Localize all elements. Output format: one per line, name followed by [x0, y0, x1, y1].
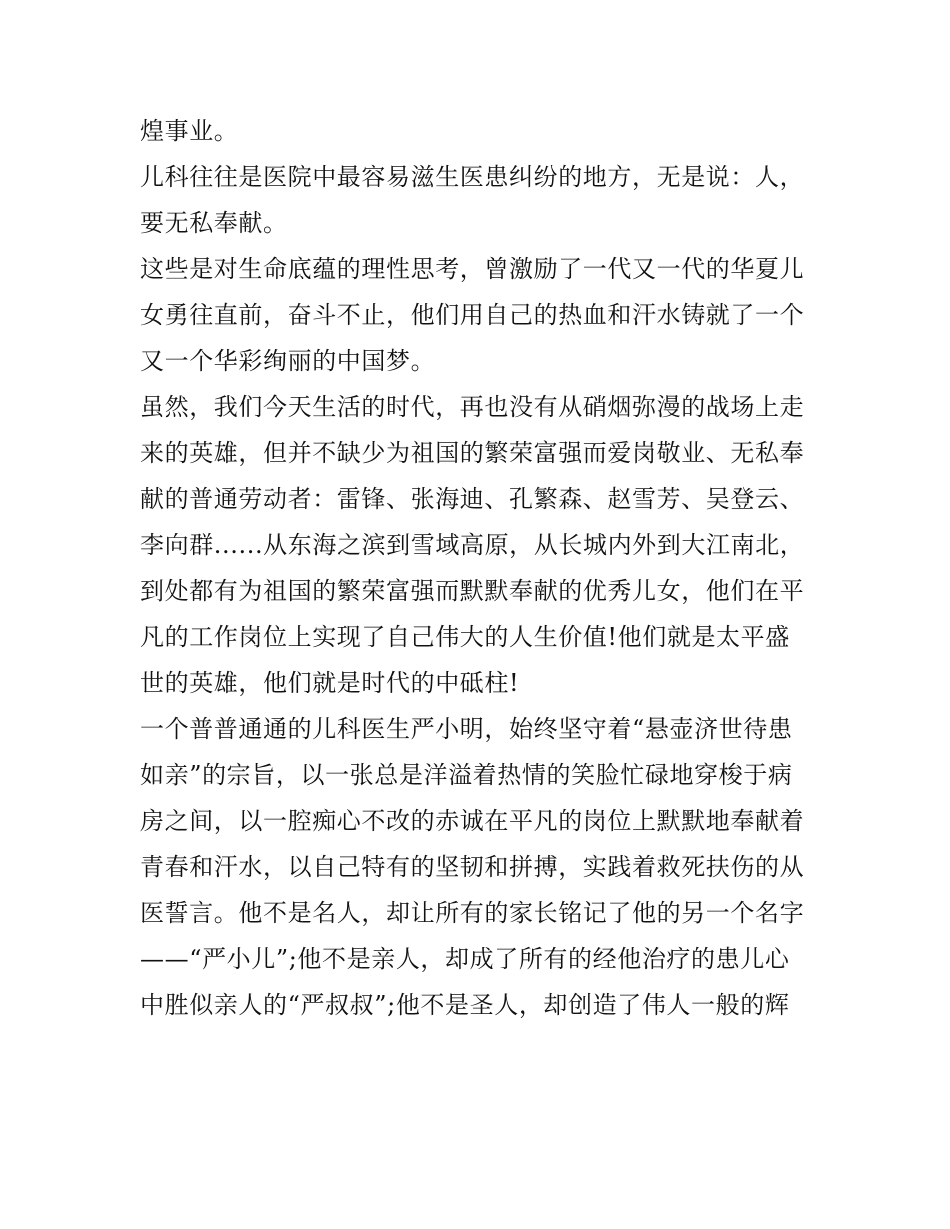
text-line: 献的普通劳动者：雷锋、张海迪、孔繁森、赵雪芳、吴登云、 [140, 485, 805, 513]
text-line: 儿科往往是医院中最容易滋生医患纠纷的地方，无是说：人， [140, 163, 805, 191]
text-line: 一个普普通通的儿科医生严小明，始终坚守着“悬壶济世待患 [140, 715, 793, 743]
text-line: 凡的工作岗位上实现了自己伟大的人生价值!他们就是太平盛 [140, 623, 790, 651]
text-line: ——“严小儿”;他不是亲人，却成了所有的经他治疗的患儿心 [140, 945, 790, 973]
text-line: 女勇往直前，奋斗不止，他们用自己的热血和汗水铸就了一个 [140, 301, 805, 329]
text-line: 医誓言。他不是名人，却让所有的家长铭记了他的另一个名字 [140, 899, 805, 927]
text-line: 又一个华彩绚丽的中国梦。 [140, 347, 436, 375]
text-line: 煌事业。 [140, 117, 239, 145]
text-line: 虽然，我们今天生活的时代，再也没有从硝烟弥漫的战场上走 [140, 393, 805, 421]
text-line: 中胜似亲人的“严叔叔”;他不是圣人，却创造了伟人一般的辉 [140, 991, 790, 1019]
text-line: 房之间，以一腔痴心不改的赤诚在平凡的岗位上默默地奉献着 [140, 807, 805, 835]
text-line: 李向群......从东海之滨到雪域高原，从长城内外到大江南北， [140, 531, 805, 559]
text-line: 到处都有为祖国的繁荣富强而默默奉献的优秀儿女，他们在平 [140, 577, 805, 605]
text-line: 来的英雄，但并不缺少为祖国的繁荣富强而爱岗敬业、无私奉 [140, 439, 805, 467]
text-line: 青春和汗水，以自己特有的坚韧和拼搏，实践着救死扶伤的从 [140, 853, 805, 881]
text-line: 这些是对生命底蕴的理性思考，曾激励了一代又一代的华夏儿 [140, 255, 805, 283]
body-text [140, 108, 820, 1028]
text-line: 要无私奉献。 [140, 209, 288, 237]
text-line: 如亲”的宗旨，以一张总是洋溢着热情的笑脸忙碌地穿梭于病 [140, 761, 793, 789]
text-line: 世的英雄，他们就是时代的中砥柱! [140, 669, 520, 697]
